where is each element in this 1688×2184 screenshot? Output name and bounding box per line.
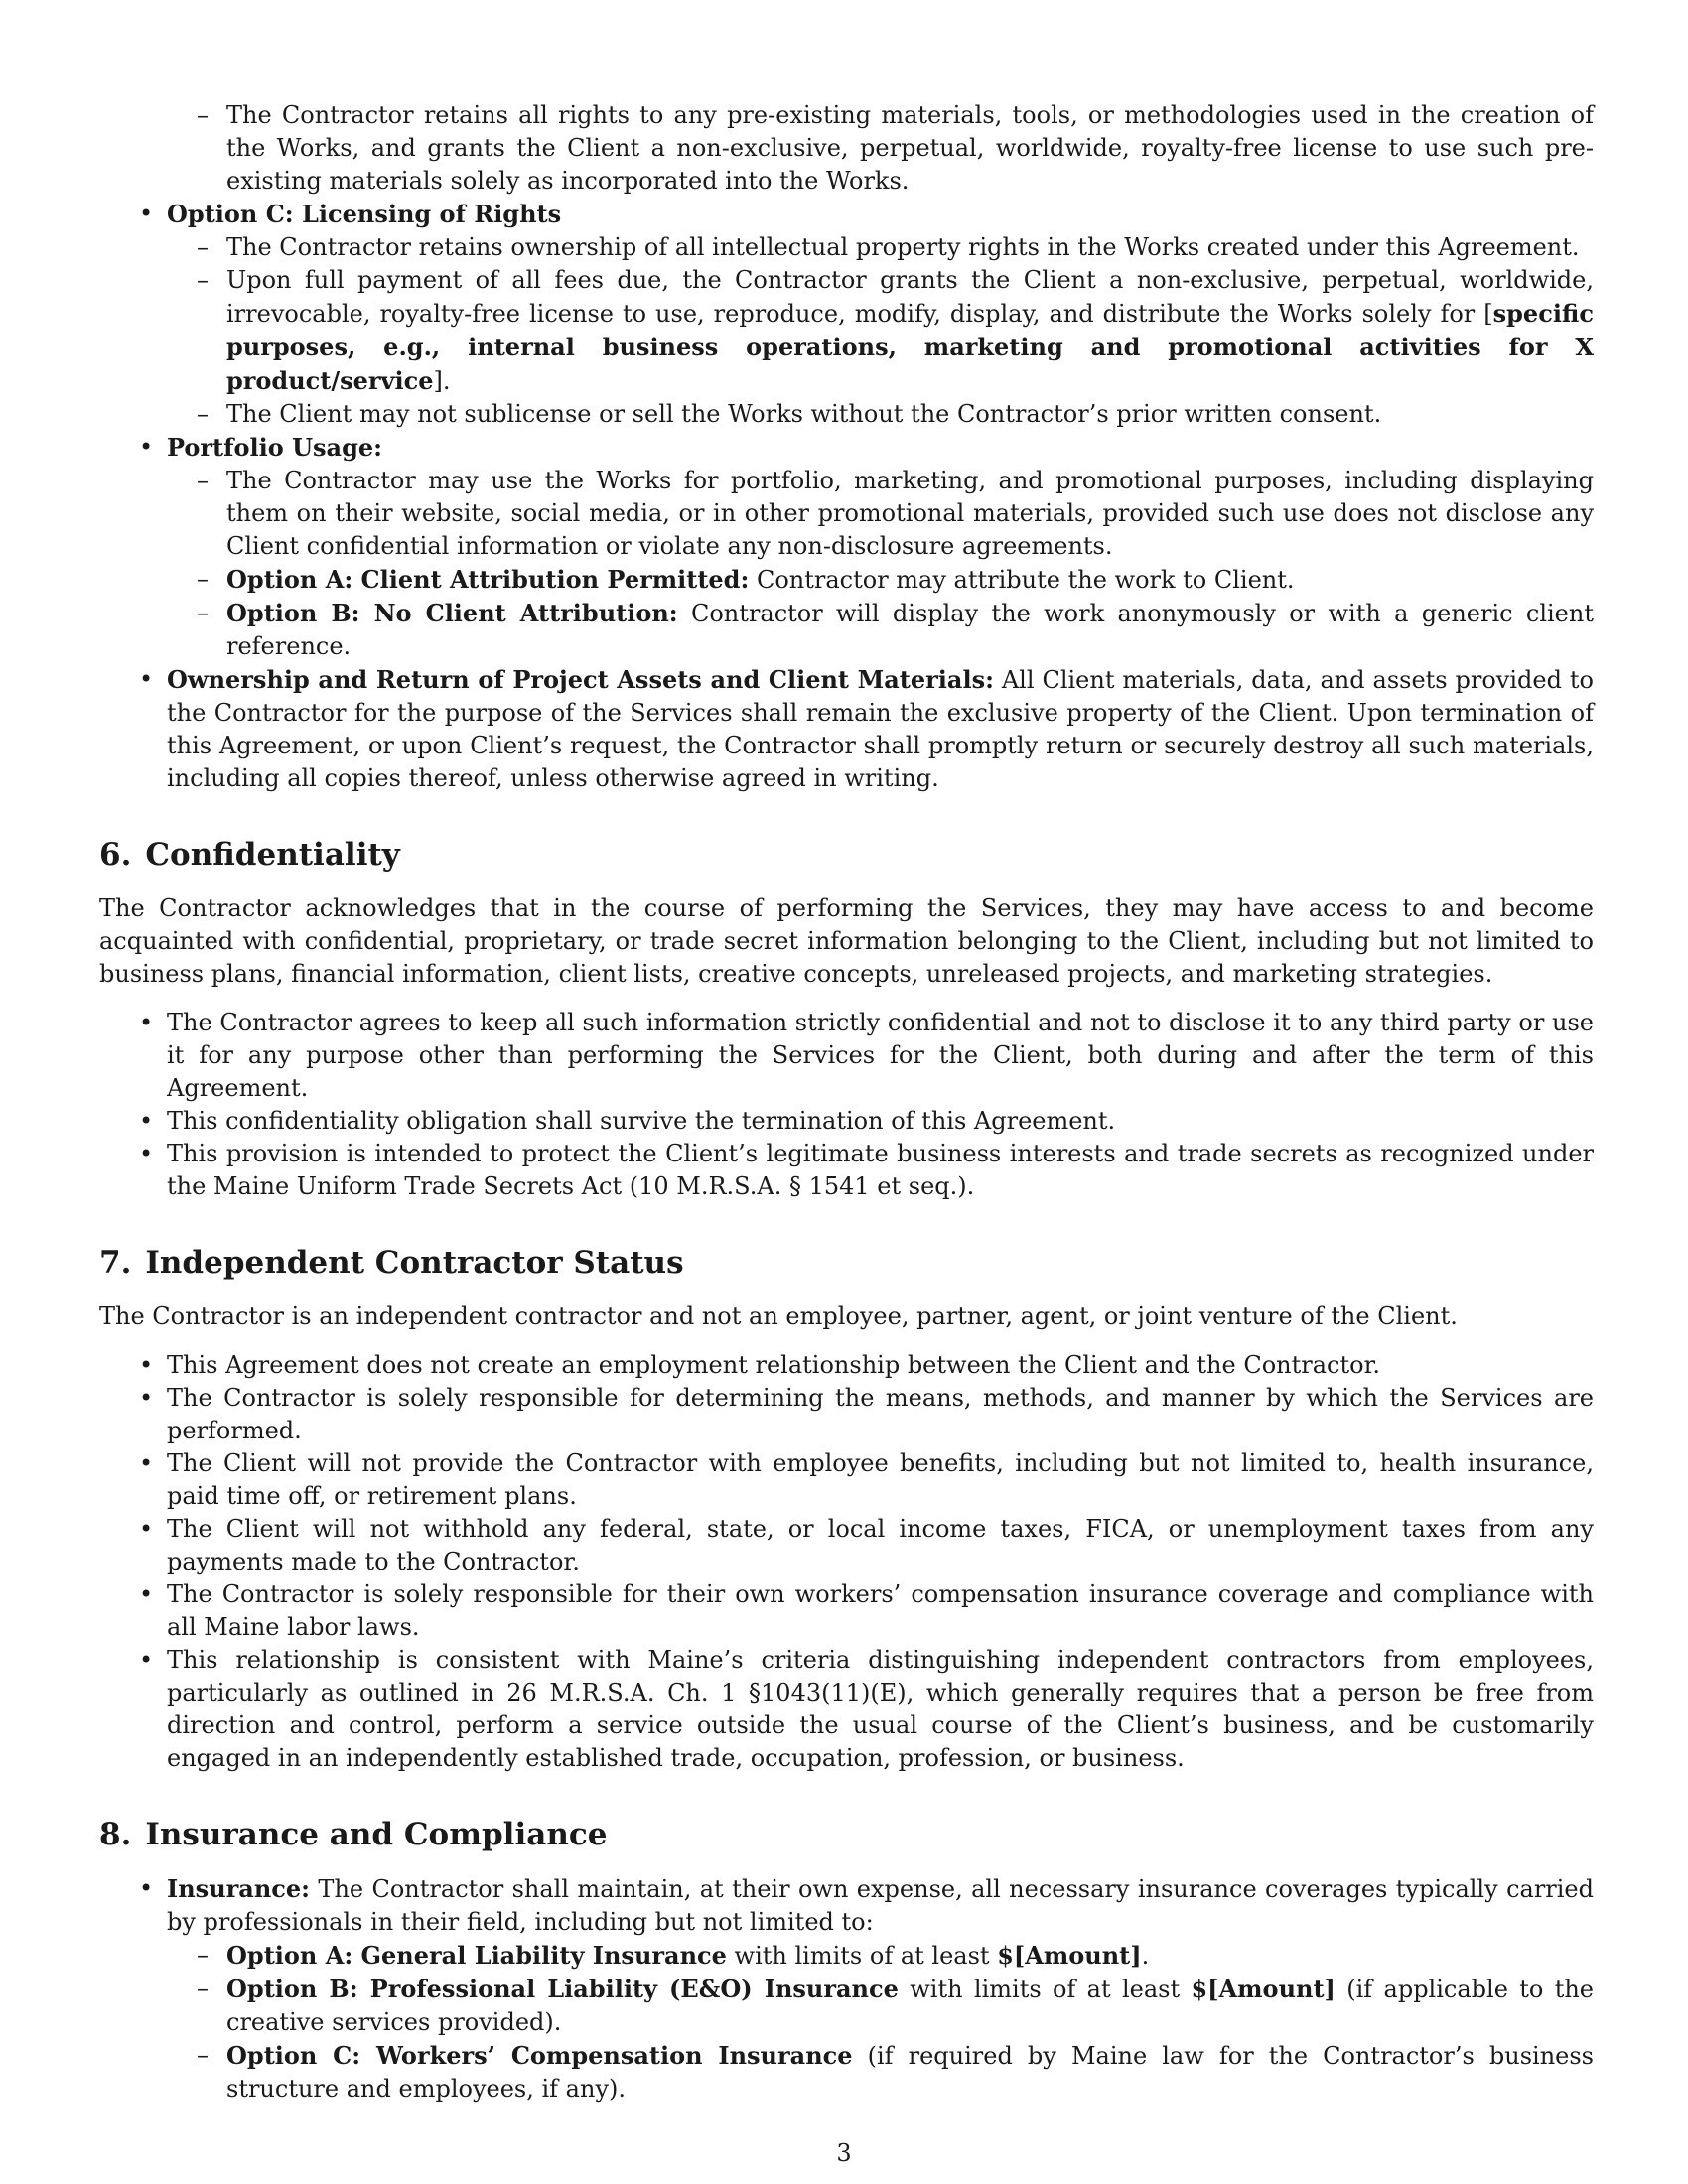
option-c-title: Option C: Licensing of Rights xyxy=(167,200,562,228)
section-6-intro: The Contractor acknowledges that in the course of performing the Services, they may have access to and become acquainted with confidential, proprietary, or trade secret information belonging to the Client, including but not limited to business plans, financial information, client lists, creative concepts, unreleased projects, and marketing strategies. xyxy=(99,894,1594,988)
section-7-list xyxy=(99,1349,1594,1775)
section-7-item-2: • The Contractor is solely responsible for determining the means, methods, and manner by which the Services are performed. xyxy=(99,1382,1594,1447)
portfolio-option-a: – Option A: Client Attribution Permitted: Contractor may attribute the work to Client. xyxy=(167,563,1594,597)
section-7-item-6: • This relationship is consistent with Maine’s criteria distinguishing independent contractors from employees, particularly as outlined in 26 M.R.S.A. Ch. 1 §1043(11)(E), which generally requires that a person be free from direction and control, perform a service outside the usual course of the Client’s business, and be customarily engaged in an independently established trade, occupation, profession, or business. xyxy=(99,1644,1594,1775)
section-7-heading: 7. Independent Contractor Status xyxy=(99,1245,684,1281)
section-6-item-2: • This confidentiality obligation shall survive the termination of this Agreement. xyxy=(99,1105,1594,1138)
section-6-heading: 6. Confidentiality xyxy=(99,837,400,873)
document-page xyxy=(99,99,1594,2106)
section-7-item-5: • The Contractor is solely responsible for their own workers’ compensation insurance coverage and compliance with all Maine labor laws. xyxy=(99,1578,1594,1644)
insurance-option-a: – Option A: General Liability Insurance with limits of at least $[Amount]. xyxy=(167,1939,1594,1973)
section-7-intro: The Contractor is an independent contractor and not an employee, partner, agent, or joint venture of the Client. xyxy=(99,1302,1458,1330)
option-c-item-3: – The Client may not sublicense or sell the Works without the Contractor’s prior written consent. xyxy=(167,398,1594,431)
option-c-licensing xyxy=(99,198,1594,431)
option-c-item-1: – The Contractor retains ownership of all intellectual property rights in the Works created under this Agreement. xyxy=(167,231,1594,264)
section-7-item-4: • The Client will not withhold any federal, state, or local income taxes, FICA, or unemployment taxes from any payments made to the Contractor. xyxy=(99,1513,1594,1578)
section-7-item-1: • This Agreement does not create an employment relationship between the Client and the Contractor. xyxy=(99,1349,1594,1382)
preexisting-continuation xyxy=(99,99,1594,198)
ownership-item: • Ownership and Return of Project Assets and Client Materials: All Client materials, data, and assets provided to the Contractor for the purpose of the Services shall remain the exclusive property of the Client. Upon termination of this Agreement, or upon Client’s request, the Contractor shall promptly return or securely destroy all such materials, including all copies thereof, unless otherwise agreed in writing. xyxy=(99,663,1594,795)
portfolio-title: Portfolio Usage: xyxy=(167,433,382,462)
section-6-item-3: • This provision is intended to protect the Client’s legitimate business interests and trade secrets as recognized under the Maine Uniform Trade Secrets Act (10 M.R.S.A. § 1541 et seq.). xyxy=(99,1138,1594,1203)
portfolio-option-b: – Option B: No Client Attribution: Contractor will display the work anonymously or with a generic client reference. xyxy=(167,597,1594,663)
portfolio-usage xyxy=(99,431,1594,663)
section-7-item-3: • The Client will not provide the Contractor with employee benefits, including but not limited to, health insurance, paid time off, or retirement plans. xyxy=(99,1447,1594,1513)
page-number: 3 xyxy=(836,2139,852,2167)
option-c-item-2: – Upon full payment of all fees due, the Contractor grants the Client a non-exclusive, perpetual, worldwide, irrevocable, royalty-free license to use, reproduce, modify, display, and distribute the Works solely for [specific purposes, e.g., internal business operations, marketing and promotional activities for X product/service]. xyxy=(167,264,1594,398)
section-6-item-1: • The Contractor agrees to keep all such information strictly confidential and not to disclose it to any third party or use it for any purpose other than performing the Services for the Client, both during and after the term of this Agreement. xyxy=(99,1007,1594,1105)
section-6-list xyxy=(99,1007,1594,1203)
insurance-option-b: – Option B: Professional Liability (E&O) Insurance with limits of at least $[Amount] (if applicable to the creative services provided). xyxy=(167,1973,1594,2039)
portfolio-item-1: – The Contractor may use the Works for portfolio, marketing, and promotional purposes, including displaying them on their website, social media, or in other promotional materials, provided such use does not disclose any Client confidential information or violate any non-disclosure agreements. xyxy=(167,465,1594,563)
section-8-list xyxy=(99,1872,1594,2106)
preexisting-rights-item: – The Contractor retains all rights to any pre-existing materials, tools, or methodologies used in the creation of the Works, and grants the Client a non-exclusive, perpetual, worldwide, royalty-free license to use such pre-existing materials solely as incorporated into the Works. xyxy=(167,99,1594,198)
insurance-item: • Insurance: The Contractor shall maintain, at their own expense, all necessary insurance coverages typically carried by professionals in their field, including but not limited to: – Option A: General Liability Insurance with limits of at least $[Amount]. – Option B: Professional Liability (E&O) Insurance with limits of at least $[Amount] (if applicable to the creative services provided). – Option C: Workers’ Compensation Insurance (if required by Maine law for the Contractor’s business structure and employees, if any). xyxy=(99,1872,1594,2106)
insurance-option-c: – Option C: Workers’ Compensation Insurance (if required by Maine law for the Contractor’s business structure and employees, if any). xyxy=(167,2039,1594,2106)
ip-options-list xyxy=(99,99,1594,795)
section-8-heading: 8. Insurance and Compliance xyxy=(99,1817,608,1852)
